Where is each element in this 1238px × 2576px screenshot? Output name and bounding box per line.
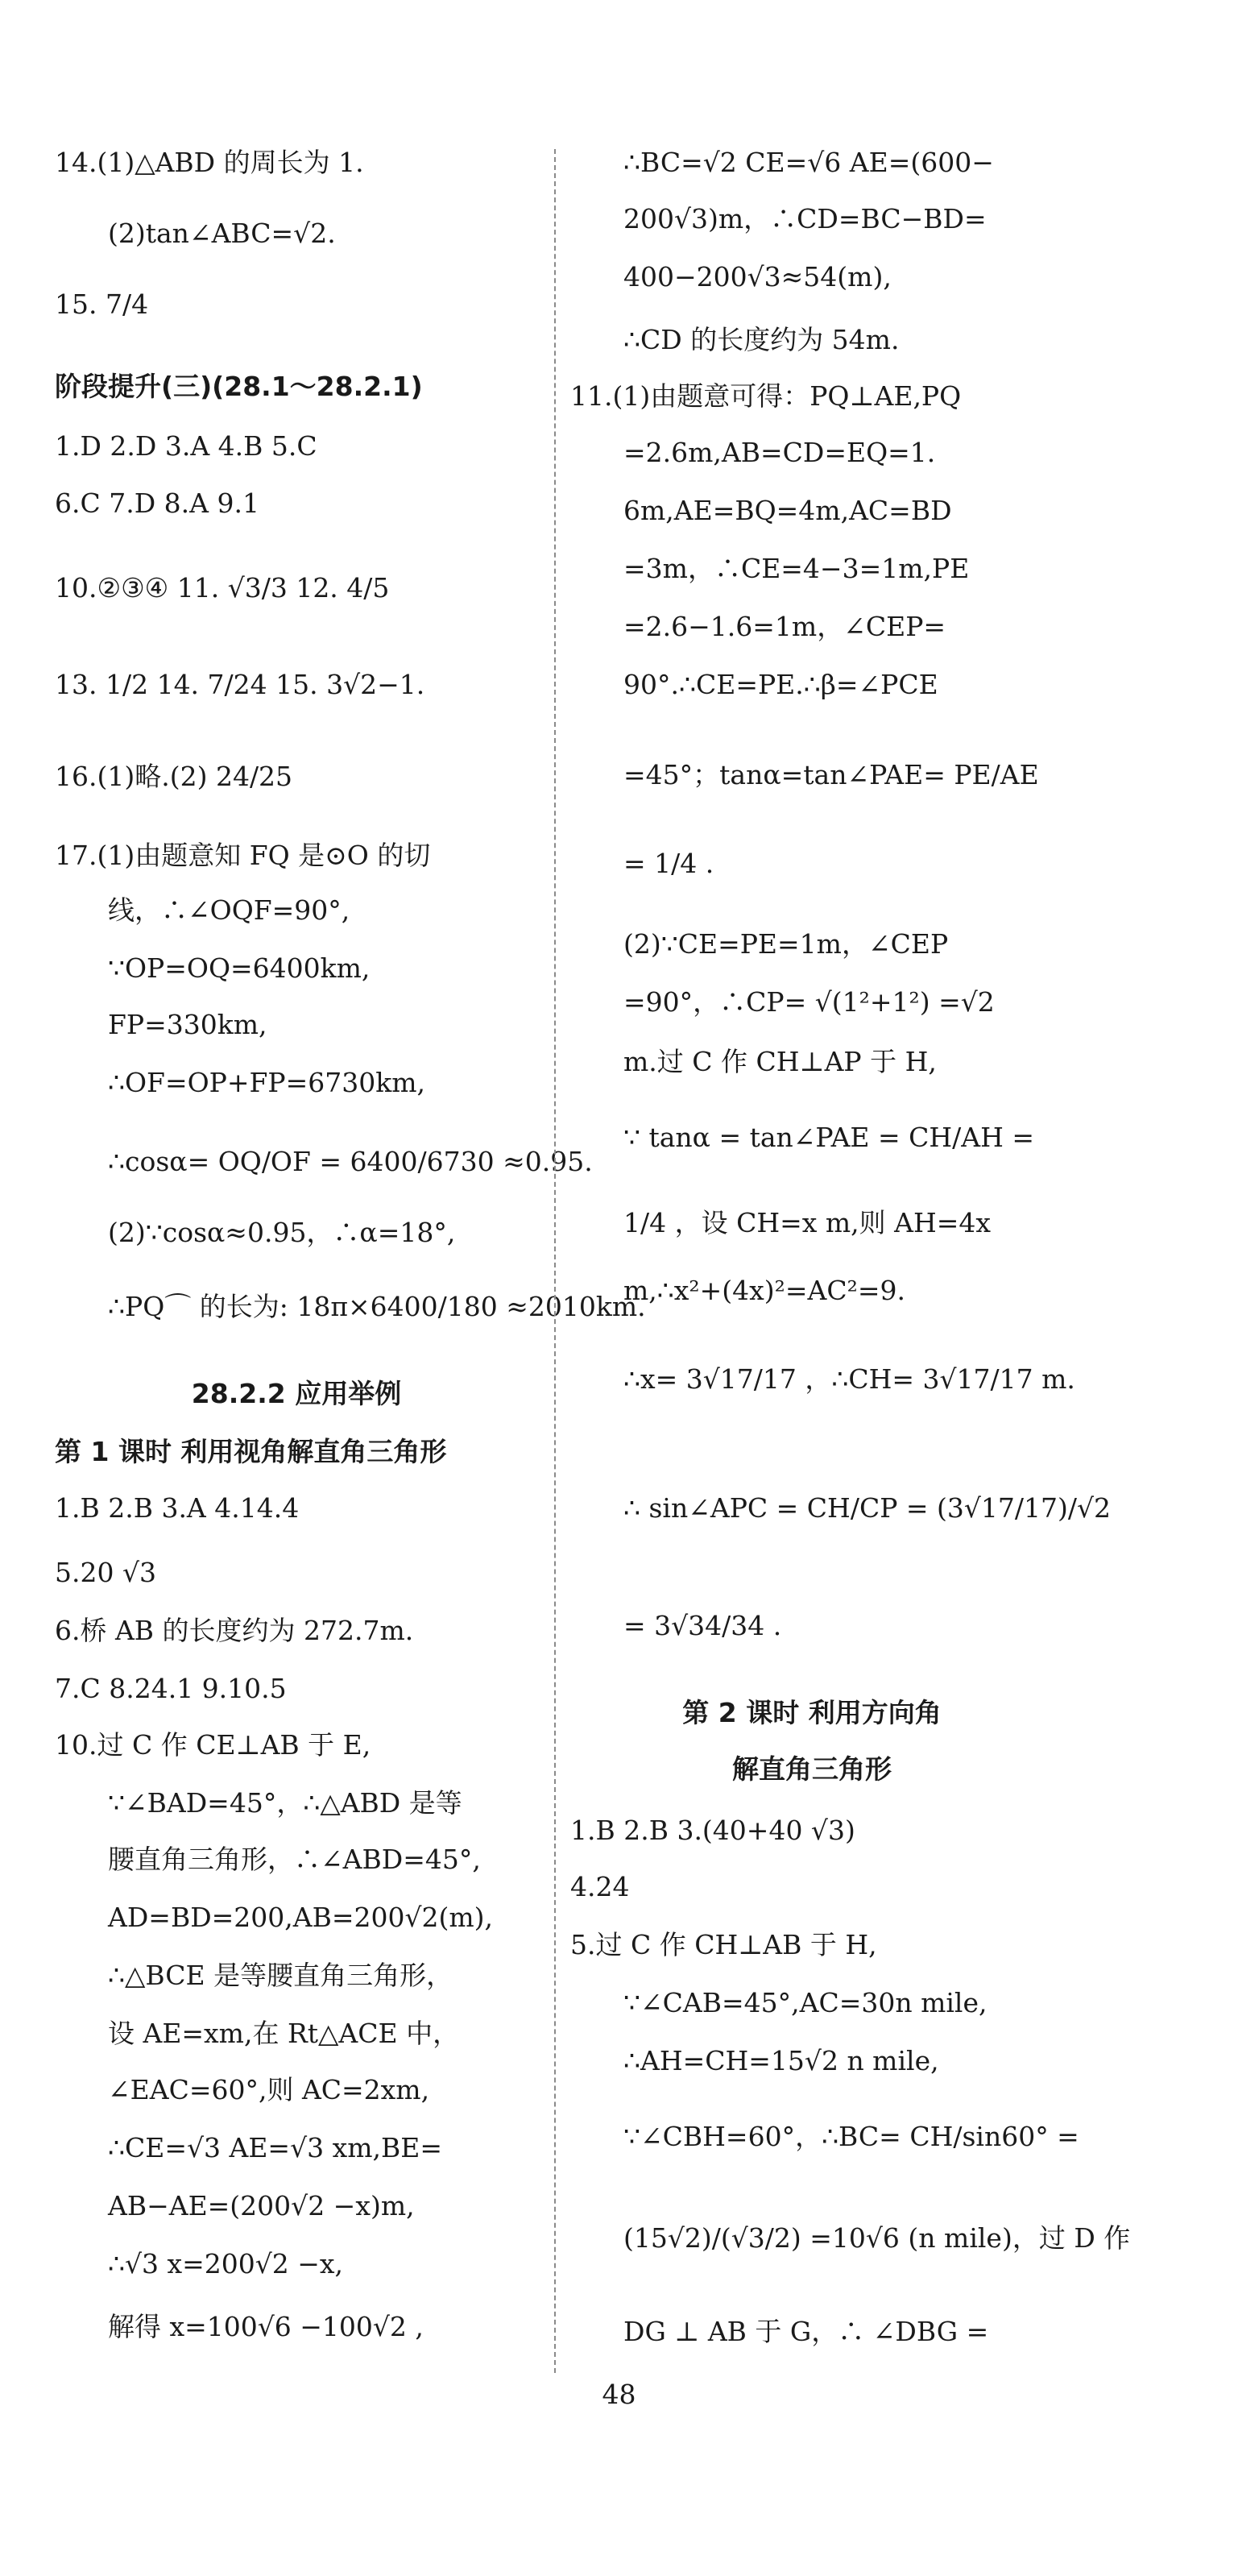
answer-line: =2.6m,AB=CD=EQ=1. [623, 437, 936, 468]
answer-line: AD=BD=200,AB=200√2(m), [108, 1902, 494, 1933]
answer-line: =90°，∴CP= √(1²+1²) =√2 [623, 986, 995, 1018]
answer-line: ∵∠CBH=60°，∴BC= CH/sin60° = [623, 2121, 1079, 2152]
answer-line: 6.桥 AB 的长度约为 272.7m. [55, 1615, 414, 1646]
answer-line: 7.C 8.24.1 9.10.5 [55, 1673, 287, 1704]
answer-line: (2)tan∠ABC=√2. [108, 218, 336, 249]
answer-line: m.过 C 作 CH⊥AP 于 H, [623, 1046, 937, 1077]
answer-line: ∵ tanα = tan∠PAE = CH/AH = [623, 1122, 1035, 1153]
answer-line: ∴x= 3√17/17 ，∴CH= 3√17/17 m. [623, 1363, 1075, 1395]
answer-line: 解得 x=100√6 −100√2 , [108, 2311, 424, 2342]
answer-line: (2)∵cosα≈0.95，∴α=18°, [108, 1217, 456, 1248]
answer-line: 10.过 C 作 CE⊥AB 于 E, [55, 1729, 371, 1761]
answer-line: =45°；tanα=tan∠PAE= PE/AE [623, 759, 1039, 790]
answer-line: 11.(1)由题意可得：PQ⊥AE,PQ [570, 380, 962, 412]
answer-line: = 1/4 . [623, 848, 714, 879]
answer-line: 5.20 √3 [55, 1557, 156, 1588]
answer-line: ∴PQ⌒ 的长为: 18π×6400/180 ≈2010km. [108, 1291, 646, 1322]
answer-line: ∵∠CAB=45°,AC=30n mile, [623, 1987, 988, 2018]
lesson-heading: 第 1 课时 利用视角解直角三角形 [55, 1436, 447, 1467]
answer-line: ∴ sin∠APC = CH/CP = (3√17/17)/√2 [623, 1492, 1112, 1524]
page-number: 48 [602, 2379, 636, 2410]
answer-line: 16.(1)略.(2) 24/25 [55, 761, 293, 792]
answer-line: 13. 1/2 14. 7/24 15. 3√2−1. [55, 669, 425, 700]
answer-line: = 3√34/34 . [623, 1610, 782, 1641]
lesson-heading: 解直角三角形 [732, 1753, 892, 1785]
answer-line: 1.B 2.B 3.(40+40 √3) [570, 1815, 855, 1846]
answer-line: 线，∴∠OQF=90°, [108, 894, 350, 926]
answer-line: =2.6−1.6=1m，∠CEP= [623, 611, 946, 642]
answer-line: AB−AE=(200√2 −x)m, [108, 2190, 415, 2221]
answer-line: =3m，∴CE=4−3=1m,PE [623, 553, 970, 584]
answer-line: ∵∠BAD=45°，∴△ABD 是等 [108, 1787, 462, 1819]
answer-line: ∴BC=√2 CE=√6 AE=(600− [623, 147, 994, 178]
answer-line: ∴√3 x=200√2 −x, [108, 2248, 344, 2279]
answer-line: DG ⊥ AB 于 G，∴ ∠DBG = [623, 2316, 989, 2347]
lesson-heading: 第 2 课时 利用方向角 [682, 1697, 942, 1728]
answer-line: 10.②③④ 11. √3/3 12. 4/5 [55, 572, 390, 604]
answer-line: 15. 7/4 [55, 288, 149, 320]
answer-line: 14.(1)△ABD 的周长为 1. [55, 147, 364, 178]
answer-line: 设 AE=xm,在 Rt△ACE 中， [108, 2018, 460, 2049]
answer-line: 腰直角三角形，∴∠ABD=45°, [108, 1844, 481, 1875]
answer-line: ∴CE=√3 AE=√3 xm,BE= [108, 2132, 442, 2163]
answer-line: 1/4 ，设 CH=x m,则 AH=4x [623, 1207, 992, 1238]
answer-line: ∠EAC=60°,则 AC=2xm, [108, 2074, 430, 2105]
column-divider [554, 149, 556, 2373]
answer-line: ∵OP=OQ=6400km, [108, 952, 371, 984]
section-heading: 28.2.2 应用举例 [191, 1378, 402, 1409]
answer-line: 4.24 [570, 1871, 630, 1902]
answer-line: 5.过 C 作 CH⊥AB 于 H, [570, 1929, 877, 1960]
section-heading: 阶段提升(三)(28.1～28.2.1) [55, 371, 423, 402]
answer-line: (2)∵CE=PE=1m，∠CEP [623, 928, 949, 960]
answer-line: (15√2)/(√3/2) =10√6 (n mile)，过 D 作 [623, 2222, 1131, 2254]
answer-line: ∴△BCE 是等腰直角三角形， [108, 1960, 453, 1991]
answer-line: ∴OF=OP+FP=6730km, [108, 1067, 426, 1098]
answer-line: ∴CD 的长度约为 54m. [623, 324, 900, 355]
answer-line: 17.(1)由题意知 FQ 是⊙O 的切 [55, 840, 431, 871]
answer-line: 400−200√3≈54(m), [623, 261, 892, 292]
answer-line: FP=330km, [108, 1009, 267, 1040]
answer-line: 6m,AE=BQ=4m,AC=BD [623, 495, 952, 526]
answer-line: m,∴x²+(4x)²=AC²=9. [623, 1275, 905, 1306]
answer-line: 1.B 2.B 3.A 4.14.4 [55, 1492, 300, 1524]
answer-line: 200√3)m，∴CD=BC−BD= [623, 203, 987, 234]
answer-line: ∴AH=CH=15√2 n mile, [623, 2045, 939, 2076]
answer-line: 6.C 7.D 8.A 9.1 [55, 487, 259, 519]
answer-line: 1.D 2.D 3.A 4.B 5.C [55, 430, 317, 462]
answer-line: ∴cosα= OQ/OF = 6400/6730 ≈0.95. [108, 1146, 593, 1177]
answer-line: 90°.∴CE=PE.∴β=∠PCE [623, 669, 938, 700]
